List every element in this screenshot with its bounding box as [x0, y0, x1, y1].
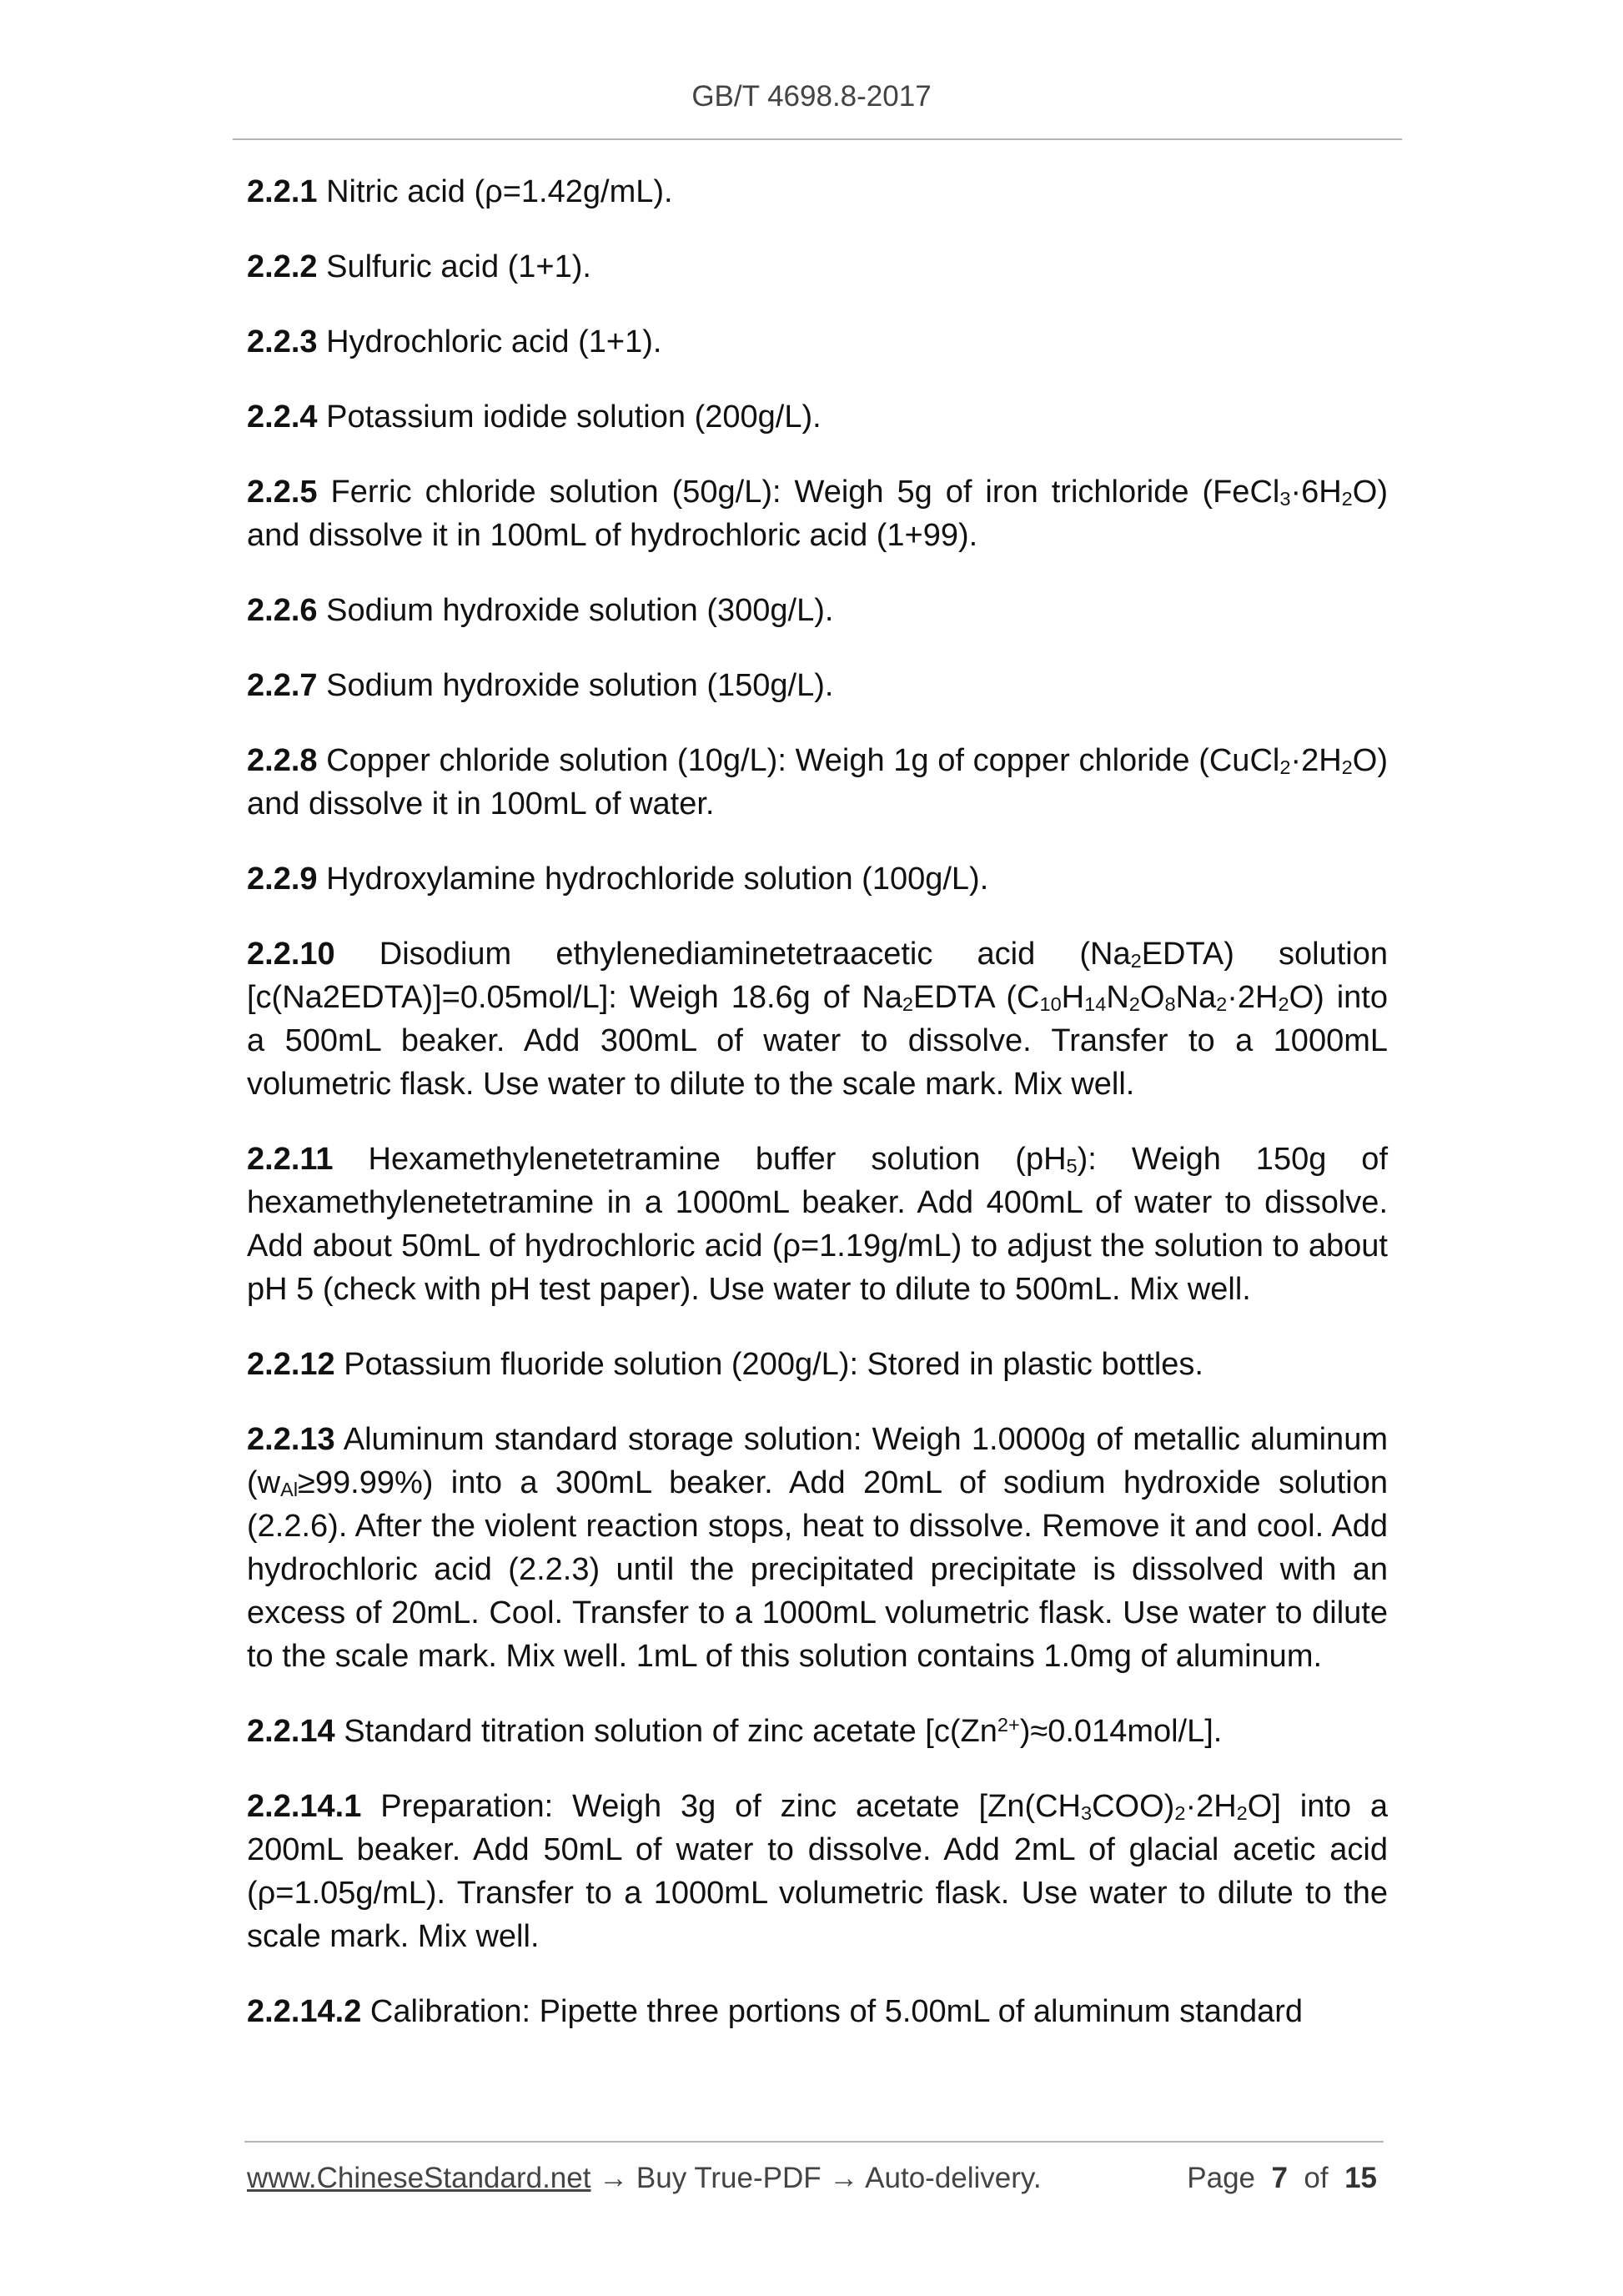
subscript: 14 — [1084, 992, 1107, 1015]
clause-text: Potassium fluoride solution (200g/L): Stored in plastic bottles. — [344, 1347, 1203, 1382]
clause-number: 2.2.3 — [247, 324, 318, 359]
page-label: Page — [1187, 2162, 1256, 2194]
superscript: 2+ — [997, 1714, 1020, 1736]
clause-text: COO) — [1092, 1789, 1175, 1824]
subscript: 3 — [1081, 1801, 1093, 1824]
clause-2-2-13 — [247, 1418, 1388, 1678]
clause-text: Nitric acid (ρ=1.42g/mL). — [326, 174, 673, 209]
clause-number: 2.2.14.2 — [247, 1994, 362, 2029]
subscript: 2 — [1279, 756, 1291, 778]
clause-text: Preparation: Weigh 3g of zinc acetate [Zn(CH — [380, 1789, 1081, 1824]
clause-text: Na — [1175, 980, 1217, 1015]
subscript: 8 — [1164, 992, 1176, 1015]
clause-number: 2.2.1 — [247, 174, 318, 209]
clause-text: O — [1139, 980, 1165, 1015]
clause-text: Copper chloride solution (10g/L): Weigh 1g of copper chloride (CuCl — [326, 743, 1280, 778]
document-body — [247, 170, 1388, 2065]
clause-text: Disodium ethylenediaminetetraacetic acid (Na — [379, 937, 1131, 972]
clause-number: 2.2.14.1 — [247, 1789, 362, 1824]
subscript: 2 — [1278, 992, 1289, 1015]
clause-number: 2.2.12 — [247, 1347, 335, 1382]
clause-2-2-2 — [247, 245, 1388, 289]
clause-2-2-11 — [247, 1138, 1388, 1311]
clause-number: 2.2.14 — [247, 1714, 335, 1749]
clause-text: ): Weigh 150g of hexamethylenetetramine in a 1000mL beaker. Add 400mL of water to dissolve. Add about 50mL of hydrochloric acid (ρ=1.19g/mL) to adjust the solution to about pH 5 (check with pH test paper). Use water to dilute to 500mL. Mix well. — [247, 1142, 1388, 1307]
promo-text: → Buy True-PDF → Auto-delivery. — [590, 2162, 1042, 2194]
clause-2-2-12 — [247, 1343, 1388, 1386]
clause-text: ≥99.99%) into a 300mL beaker. Add 20mL of sodium hydroxide solution (2.2.6). After the violent reaction stops, heat to dissolve. Remove it and cool. Add hydrochloric acid (2.2.3) until the precipitated precipitate is dissolved with an excess of 20mL. Cool. Transfer to a 1000mL volumetric flask. Use water to dilute to the scale mark. Mix well. 1mL of this solution contains 1.0mg of aluminum. — [247, 1465, 1388, 1674]
subscript: 2 — [1341, 756, 1353, 778]
clause-number: 2.2.7 — [247, 668, 318, 703]
clause-2-2-6 — [247, 589, 1388, 632]
clause-text: ·2H — [1290, 743, 1342, 778]
clause-text: O] into a 200mL beaker. Add 50mL of water to dissolve. Add 2mL of glacial acetic acid (ρ=1.05g/mL). Transfer to a 1000mL volumetric flask. Use water to dilute to the scale mark. Mix well. — [247, 1789, 1389, 1954]
clause-text: Aluminum standard storage solution: Weigh 1.0000g of metallic aluminum (w — [247, 1422, 1388, 1500]
clause-text: Calibration: Pipette three portions of 5.00mL of aluminum standard — [369, 1994, 1304, 2029]
clause-2-2-9 — [247, 857, 1388, 901]
clause-text: O) into a 500mL beaker. Add 300mL of water to dissolve. Transfer to a 1000mL volumetric flask. Use water to dilute to the scale mark. Mix well. — [247, 980, 1388, 1102]
page-indicator — [1187, 2162, 1377, 2195]
subscript: Al — [280, 1478, 299, 1500]
current-page-number: 7 — [1271, 2162, 1288, 2194]
clause-text: Standard titration solution of zinc acetate [c(Zn — [344, 1714, 997, 1749]
clause-text: Hydrochloric acid (1+1). — [326, 324, 662, 359]
clause-number: 2.2.11 — [247, 1142, 334, 1177]
subscript: 2 — [1236, 1801, 1248, 1824]
subscript: 2 — [902, 992, 914, 1015]
clause-2-2-3 — [247, 320, 1388, 364]
clause-text: Sodium hydroxide solution (300g/L). — [326, 593, 834, 628]
clause-text: Hydroxylamine hydrochloride solution (100g/L). — [326, 862, 989, 897]
header-divider — [233, 138, 1402, 140]
clause-text: EDTA) solution [c(Na2EDTA)]=0.05mol/L]: Weigh 18.6g of Na — [247, 937, 1388, 1015]
clause-number: 2.2.9 — [247, 862, 318, 897]
subscript: 2 — [1341, 487, 1353, 510]
clause-text: ·2H — [1185, 1789, 1237, 1824]
subscript: 3 — [1279, 487, 1291, 510]
clause-number: 2.2.10 — [247, 937, 335, 972]
clause-2-2-7 — [247, 664, 1388, 707]
clause-text: )≈0.014mol/L]. — [1019, 1714, 1223, 1749]
website-link[interactable]: www.ChineseStandard.net — [247, 2162, 591, 2194]
clause-number: 2.2.4 — [247, 399, 318, 435]
footer-divider — [244, 2141, 1384, 2143]
of-label: of — [1304, 2162, 1329, 2194]
clause-2-2-4 — [247, 395, 1388, 439]
clause-number: 2.2.2 — [247, 249, 318, 284]
clause-2-2-14 — [247, 1710, 1388, 1753]
subscript: 2 — [1216, 992, 1228, 1015]
document-code-header: GB/T 4698.8-2017 — [691, 80, 932, 113]
subscript: 10 — [1039, 992, 1062, 1015]
clause-text: ·6H — [1290, 475, 1342, 510]
clause-number: 2.2.5 — [247, 475, 318, 510]
total-pages-number: 15 — [1344, 2162, 1377, 2194]
subscript: 2 — [1128, 992, 1140, 1015]
clause-text: N — [1106, 980, 1129, 1015]
clause-text: O) and dissolve it in 100mL of hydrochloric acid (1+99). — [247, 475, 1388, 553]
clause-2-2-14-2 — [247, 1990, 1388, 2033]
clause-text: ·2H — [1227, 980, 1279, 1015]
clause-number: 2.2.6 — [247, 593, 318, 628]
clause-2-2-8 — [247, 739, 1388, 826]
subscript: 2 — [1130, 949, 1142, 972]
footer-promo — [247, 2162, 1042, 2195]
subscript: 5 — [1066, 1154, 1078, 1177]
clause-text: Hexamethylenetetramine buffer solution (pH — [368, 1142, 1067, 1177]
clause-2-2-10 — [247, 932, 1388, 1106]
clause-text: Sulfuric acid (1+1). — [326, 249, 591, 284]
subscript: 2 — [1174, 1801, 1186, 1824]
clause-number: 2.2.13 — [247, 1422, 335, 1457]
clause-2-2-14-1 — [247, 1785, 1388, 1958]
clause-2-2-1 — [247, 170, 1388, 214]
clause-text: Potassium iodide solution (200g/L). — [326, 399, 822, 435]
clause-text: Ferric chloride solution (50g/L): Weigh 5g of iron trichloride (FeCl — [330, 475, 1280, 510]
clause-text: H — [1061, 980, 1085, 1015]
clause-text: EDTA (C — [913, 980, 1040, 1015]
clause-number: 2.2.8 — [247, 743, 318, 778]
clause-2-2-5 — [247, 470, 1388, 557]
clause-text: O) and dissolve it in 100mL of water. — [247, 743, 1388, 821]
clause-text: Sodium hydroxide solution (150g/L). — [326, 668, 834, 703]
